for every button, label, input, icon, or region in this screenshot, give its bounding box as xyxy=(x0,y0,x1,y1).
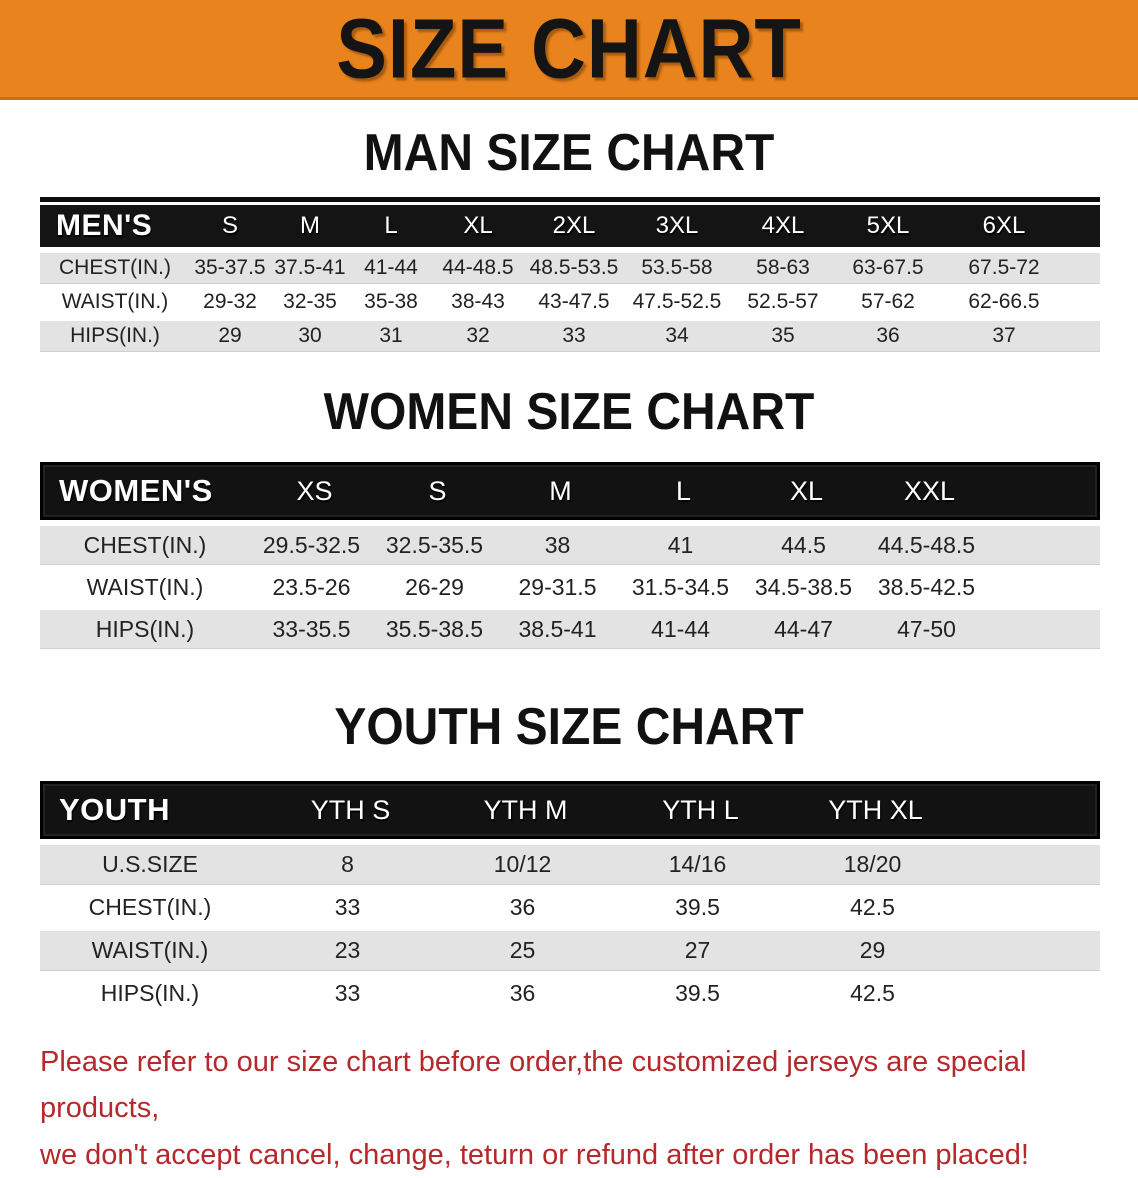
row-label: HIPS(IN.) xyxy=(70,324,160,347)
size-column-header: YTH XL xyxy=(828,794,923,825)
size-column-header: YTH S xyxy=(310,794,391,825)
measurement-value: 23 xyxy=(334,937,361,963)
size-column-header: XL xyxy=(789,475,824,506)
youth-size-table xyxy=(40,781,1100,1013)
measurement-value: 52.5-57 xyxy=(747,290,819,313)
table-corner-label: MEN'S xyxy=(56,209,153,242)
table-row xyxy=(40,610,1100,648)
measurement-value: 47-50 xyxy=(897,615,956,642)
measurement-value: 44-48.5 xyxy=(442,256,514,279)
measurement-value: 36 xyxy=(509,980,536,1006)
measurement-value: 29-31.5 xyxy=(518,573,597,600)
measurement-value: 33 xyxy=(334,980,361,1006)
measurement-value: 38 xyxy=(544,531,571,558)
measurement-value: 32-35 xyxy=(283,290,337,313)
measurement-value: 25 xyxy=(509,937,536,963)
table-corner-label: WOMEN'S xyxy=(59,473,213,508)
measurement-value: 18/20 xyxy=(843,851,902,877)
measurement-value: 33 xyxy=(334,894,361,920)
table-top-border xyxy=(40,197,1100,202)
table-row xyxy=(40,321,1100,351)
row-label: CHEST(IN.) xyxy=(88,894,212,920)
measurement-value: 35 xyxy=(771,324,795,347)
size-chart-banner xyxy=(0,0,1138,100)
size-column-header: XXL xyxy=(903,475,956,506)
size-column-header: M xyxy=(549,475,572,506)
size-column-header: 3XL xyxy=(655,212,699,239)
measurement-value: 32 xyxy=(466,324,490,347)
measurement-value: 44-47 xyxy=(774,615,833,642)
size-column-header: XL xyxy=(463,212,493,239)
men-table-body xyxy=(40,253,1100,351)
row-label: WAIST(IN.) xyxy=(86,573,204,600)
measurement-value: 37 xyxy=(992,324,1016,347)
size-column-header: 4XL xyxy=(761,212,805,239)
women-table-body xyxy=(40,526,1100,648)
disclaimer-line-1: Please refer to our size chart before order,the customized jerseys are special products, xyxy=(40,1046,1027,1125)
measurement-value: 67.5-72 xyxy=(968,256,1040,279)
measurement-value: 26-29 xyxy=(405,573,464,600)
disclaimer-line-2: we don't accept cancel, change, teturn or refund after order has been placed! xyxy=(40,1138,1029,1171)
measurement-value: 32.5-35.5 xyxy=(385,531,484,558)
table-row xyxy=(40,253,1100,283)
table-row xyxy=(40,287,1100,317)
size-column-header: L xyxy=(675,475,692,506)
measurement-value: 63-67.5 xyxy=(852,256,924,279)
men-section-heading: MAN SIZE CHART xyxy=(363,124,775,183)
measurement-value: 29-32 xyxy=(203,290,257,313)
measurement-value: 44.5-48.5 xyxy=(877,531,976,558)
measurement-value: 37.5-41 xyxy=(274,256,346,279)
measurement-value: 53.5-58 xyxy=(641,256,713,279)
measurement-value: 38.5-42.5 xyxy=(877,573,976,600)
measurement-value: 47.5-52.5 xyxy=(632,290,722,313)
table-row xyxy=(40,931,1100,970)
table-row xyxy=(40,526,1100,564)
measurement-value: 58-63 xyxy=(756,256,810,279)
row-label: CHEST(IN.) xyxy=(83,531,207,558)
row-label: HIPS(IN.) xyxy=(100,980,200,1006)
size-column-header: M xyxy=(300,212,320,239)
measurement-value: 38.5-41 xyxy=(518,615,597,642)
measurement-value: 23.5-26 xyxy=(272,573,351,600)
measurement-value: 29 xyxy=(859,937,886,963)
measurement-value: 33 xyxy=(562,324,586,347)
measurement-value: 35-37.5 xyxy=(194,256,266,279)
measurement-value: 38-43 xyxy=(451,290,505,313)
size-column-header: 5XL xyxy=(866,212,910,239)
youth-table-header xyxy=(40,781,1100,839)
size-column-header: 6XL xyxy=(982,212,1026,239)
measurement-value: 27 xyxy=(684,937,711,963)
measurement-value: 31.5-34.5 xyxy=(631,573,730,600)
measurement-value: 8 xyxy=(341,851,354,877)
measurement-value: 29.5-32.5 xyxy=(262,531,361,558)
youth-table-body xyxy=(40,845,1100,1013)
size-column-header: 2XL xyxy=(552,212,596,239)
size-column-header: YTH M xyxy=(483,794,568,825)
measurement-value: 57-62 xyxy=(861,290,915,313)
measurement-value: 14/16 xyxy=(668,851,727,877)
measurement-value: 39.5 xyxy=(675,894,720,920)
men-table-header xyxy=(40,205,1100,247)
size-column-header: YTH L xyxy=(662,794,739,825)
measurement-value: 34.5-38.5 xyxy=(754,573,853,600)
women-size-table xyxy=(40,462,1100,648)
table-row xyxy=(40,845,1100,884)
size-column-header: S xyxy=(221,212,238,239)
measurement-value: 62-66.5 xyxy=(968,290,1040,313)
women-table-header xyxy=(40,462,1100,520)
table-corner-label: YOUTH xyxy=(59,792,170,827)
order-disclaimer xyxy=(40,1039,1138,1178)
measurement-value: 42.5 xyxy=(850,980,895,1006)
measurement-value: 43-47.5 xyxy=(538,290,610,313)
measurement-value: 44.5 xyxy=(781,531,826,558)
measurement-value: 33-35.5 xyxy=(272,615,351,642)
size-column-header: XS xyxy=(296,475,333,506)
measurement-value: 42.5 xyxy=(850,894,895,920)
row-label: CHEST(IN.) xyxy=(59,256,171,279)
row-label: WAIST(IN.) xyxy=(61,290,169,313)
measurement-value: 35.5-38.5 xyxy=(385,615,484,642)
measurement-value: 10/12 xyxy=(493,851,552,877)
youth-section-heading: YOUTH SIZE CHART xyxy=(334,698,804,757)
size-column-header: S xyxy=(428,475,447,506)
measurement-value: 41-44 xyxy=(651,615,710,642)
table-row xyxy=(40,568,1100,606)
measurement-value: 48.5-53.5 xyxy=(529,256,619,279)
table-row xyxy=(40,974,1100,1013)
measurement-value: 29 xyxy=(218,324,242,347)
table-row xyxy=(40,888,1100,927)
banner-title: SIZE CHART xyxy=(336,1,802,95)
row-label: U.S.SIZE xyxy=(102,851,198,877)
row-label: HIPS(IN.) xyxy=(95,615,195,642)
measurement-value: 36 xyxy=(509,894,536,920)
women-section-heading: WOMEN SIZE CHART xyxy=(323,383,815,442)
measurement-value: 41-44 xyxy=(364,256,418,279)
measurement-value: 30 xyxy=(298,324,322,347)
measurement-value: 35-38 xyxy=(364,290,418,313)
measurement-value: 36 xyxy=(876,324,900,347)
size-column-header: L xyxy=(384,212,398,239)
row-label: WAIST(IN.) xyxy=(91,937,209,963)
measurement-value: 34 xyxy=(665,324,689,347)
measurement-value: 39.5 xyxy=(675,980,720,1006)
measurement-value: 31 xyxy=(379,324,403,347)
measurement-value: 41 xyxy=(667,531,694,558)
men-size-table xyxy=(40,197,1100,351)
